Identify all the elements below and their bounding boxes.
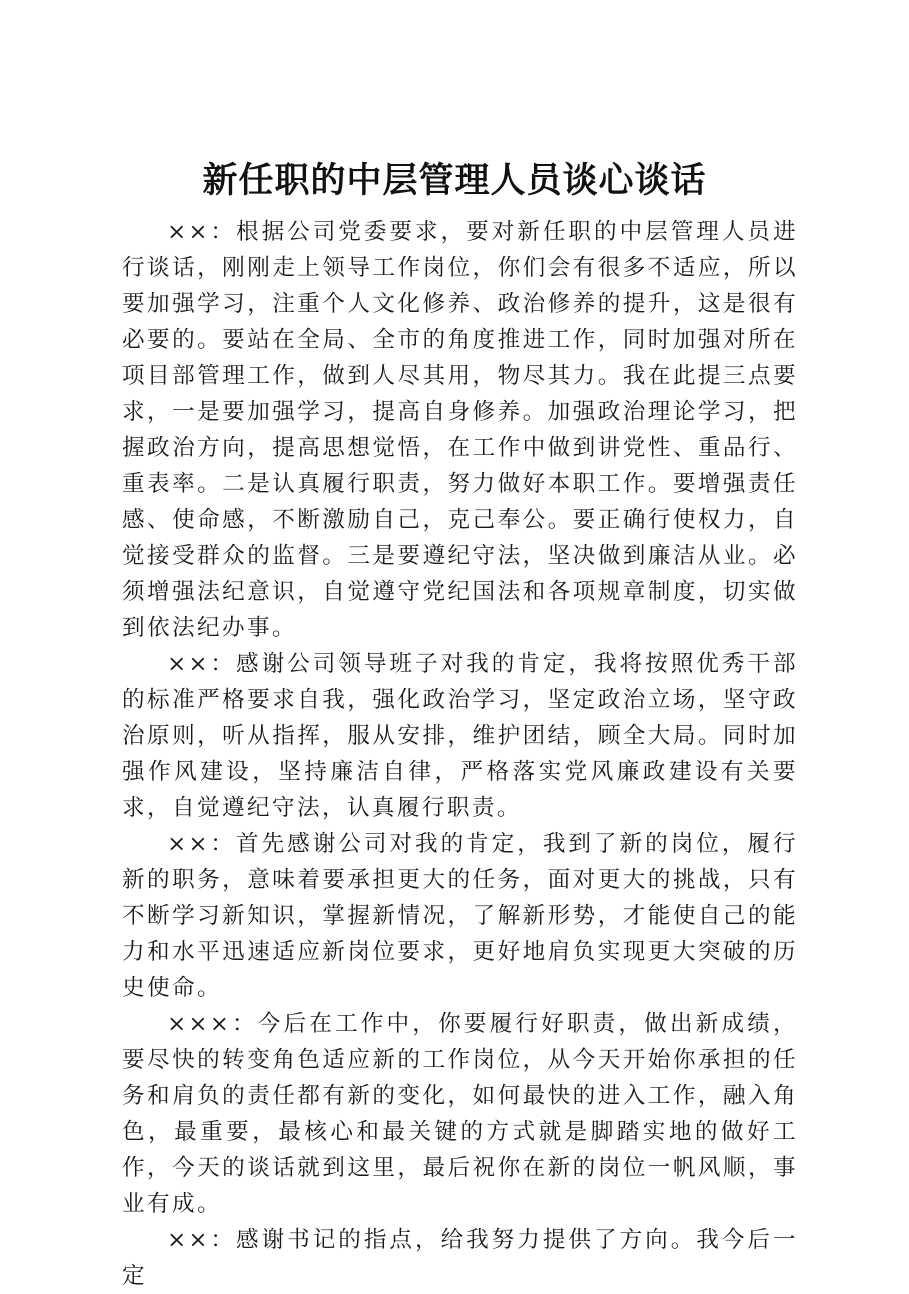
paragraph: ××：感谢公司领导班子对我的肯定，我将按照优秀干部的标准严格要求自我，强化政治学习，坚定政治立场，坚守政治原则，听从指挥，服从安排，维护团结，顾全大局。同时加强作风建设，坚持廉洁自律，严格落实党风廉政建设有关要求，自觉遵纪守法，认真履行职责。 — [122, 651, 798, 821]
document-title: 新任职的中层管理人员谈心谈话 — [202, 160, 707, 201]
paragraph: ××：首先感谢公司对我的肯定，我到了新的岗位，履行新的职务，意味着要承担更大的任务，面对更大的挑战，只有不断学习新知识，掌握新情况，了解新形势，才能使自己的能力和水平迅速适应新岗位要求，更好地肩负实现更大突破的历史使命。 — [122, 831, 798, 1001]
paragraph: ××：感谢书记的指点，给我努力提供了方向。我今后一定 — [122, 1227, 798, 1289]
paragraph: ××：根据公司党委要求，要对新任职的中层管理人员进行谈话，刚刚走上领导工作岗位，你们会有很多不适应，所以要加强学习，注重个人文化修养、政治修养的提升，这是很有必要的。要站在全局、全市的角度推进工作，同时加强对所在项目部管理工作，做到人尽其用，物尽其力。我在此提三点要求，一是要加强学习，提高自身修养。加强政治理论学习，把握政治方向，提高思想觉悟，在工作中做到讲党性、重品行、重表率。二是认真履行职责，努力做好本职工作。要增强责任感、使命感，不断激励自己，克己奉公。要正确行使权力，自觉接受群众的监督。三是要遵纪守法，坚决做到廉洁从业。必须增强法纪意识，自觉遵守党纪国法和各项规章制度，切实做到依法纪办事。 — [122, 219, 798, 641]
paragraph: ×××：今后在工作中，你要履行好职责，做出新成绩，要尽快的转变角色适应新的工作岗位，从今天开始你承担的任务和肩负的责任都有新的变化，如何最快的进入工作，融入角色，最重要，最核心和最关键的方式就是脚踏实地的做好工作，今天的谈话就到这里，最后祝你在新的岗位一帆风顺，事业有成。 — [122, 1011, 798, 1217]
document-body — [122, 214, 798, 1294]
